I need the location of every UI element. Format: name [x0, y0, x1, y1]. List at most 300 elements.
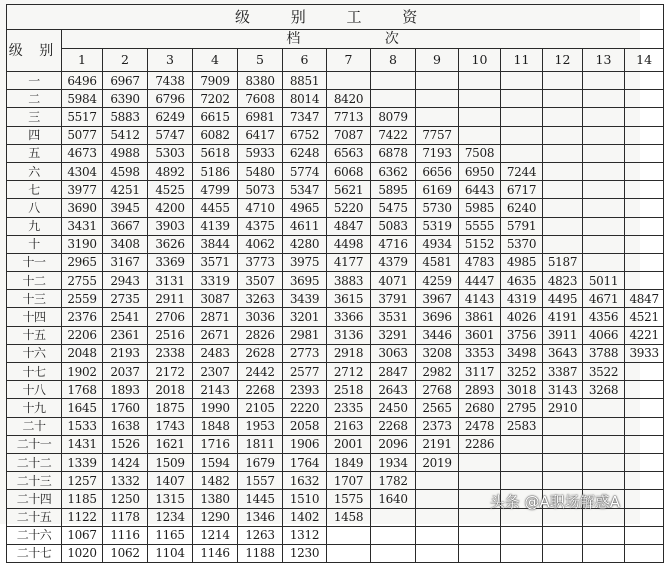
- wage-cell: 2307: [193, 363, 238, 381]
- wage-cell: 6249: [148, 108, 193, 126]
- level-label: 十一: [7, 253, 62, 271]
- empty-cell: [501, 435, 543, 453]
- empty-cell: [543, 235, 583, 253]
- empty-cell: [583, 90, 625, 108]
- empty-cell: [501, 508, 543, 526]
- wage-cell: 5370: [501, 235, 543, 253]
- empty-cell: [327, 72, 371, 90]
- wage-cell: 5303: [148, 144, 193, 162]
- wage-cell: 2541: [103, 308, 148, 326]
- table-row: [7, 435, 664, 453]
- wage-cell: 2268: [238, 381, 283, 399]
- wage-cell: 1875: [148, 399, 193, 417]
- wage-cell: 6496: [62, 72, 103, 90]
- table-title: 级 别 工 资: [7, 5, 664, 30]
- wage-cell: 1645: [62, 399, 103, 417]
- empty-cell: [459, 472, 501, 490]
- grade-number-header: 9: [416, 49, 459, 72]
- wage-cell: 4177: [327, 253, 371, 271]
- wage-cell: 3861: [459, 308, 501, 326]
- wage-cell: 2450: [371, 399, 416, 417]
- empty-cell: [625, 435, 664, 453]
- wage-cell: 1165: [148, 526, 193, 544]
- wage-cell: 6981: [238, 108, 283, 126]
- empty-cell: [543, 144, 583, 162]
- wage-cell: 1679: [238, 453, 283, 471]
- wage-cell: 4525: [148, 181, 193, 199]
- empty-cell: [543, 126, 583, 144]
- level-label: 六: [7, 162, 62, 180]
- wage-cell: 4611: [283, 217, 327, 235]
- wage-cell: 2643: [371, 381, 416, 399]
- wage-cell: 5618: [193, 144, 238, 162]
- empty-cell: [543, 508, 583, 526]
- level-label: 二十七: [7, 544, 62, 562]
- empty-cell: [501, 453, 543, 471]
- wage-cell: 5412: [103, 126, 148, 144]
- wage-cell: 3933: [625, 344, 664, 362]
- wage-cell: 4071: [371, 272, 416, 290]
- grade-number-header: 2: [103, 49, 148, 72]
- wage-cell: 3263: [238, 290, 283, 308]
- wage-cell: 3498: [501, 344, 543, 362]
- level-label: 二十四: [7, 490, 62, 508]
- empty-cell: [625, 253, 664, 271]
- wage-cell: 1431: [62, 435, 103, 453]
- empty-cell: [583, 453, 625, 471]
- wage-cell: 1990: [193, 399, 238, 417]
- wage-cell: 3087: [193, 290, 238, 308]
- wage-cell: 3291: [371, 326, 416, 344]
- level-label: 七: [7, 181, 62, 199]
- wage-cell: 3696: [416, 308, 459, 326]
- wage-cell: 6169: [416, 181, 459, 199]
- wage-cell: 1575: [327, 490, 371, 508]
- table-row: [7, 490, 664, 508]
- wage-cell: 7193: [416, 144, 459, 162]
- wage-cell: 3369: [148, 253, 193, 271]
- wage-cell: 1594: [193, 453, 238, 471]
- empty-cell: [459, 526, 501, 544]
- table-row: [7, 162, 664, 180]
- empty-cell: [583, 235, 625, 253]
- wage-cell: 2143: [193, 381, 238, 399]
- level-label: 二十六: [7, 526, 62, 544]
- wage-cell: 4934: [416, 235, 459, 253]
- wage-cell: 3844: [193, 235, 238, 253]
- wage-cell: 4495: [543, 290, 583, 308]
- wage-cell: 2706: [148, 308, 193, 326]
- wage-cell: 3911: [543, 326, 583, 344]
- empty-cell: [543, 162, 583, 180]
- wage-cell: 1848: [193, 417, 238, 435]
- wage-cell: 8420: [327, 90, 371, 108]
- wage-cell: 2773: [283, 344, 327, 362]
- table-row: [7, 144, 664, 162]
- wage-cell: 3036: [238, 308, 283, 326]
- wage-cell: 1458: [327, 508, 371, 526]
- wage-cell: 5895: [371, 181, 416, 199]
- wage-cell: 1067: [62, 526, 103, 544]
- empty-cell: [625, 490, 664, 508]
- wage-cell: 6656: [416, 162, 459, 180]
- empty-cell: [625, 108, 664, 126]
- wage-cell: 5186: [193, 162, 238, 180]
- empty-cell: [459, 126, 501, 144]
- wage-cell: 3667: [103, 217, 148, 235]
- wage-cell: 4379: [371, 253, 416, 271]
- empty-cell: [543, 490, 583, 508]
- wage-cell: 3601: [459, 326, 501, 344]
- grade-number-header: 8: [371, 49, 416, 72]
- table-row: [7, 126, 664, 144]
- wage-cell: 2910: [543, 399, 583, 417]
- watermark: 头条 @A职场解惑A: [489, 493, 620, 511]
- empty-cell: [416, 508, 459, 526]
- wage-cell: 1533: [62, 417, 103, 435]
- wage-cell: 5347: [283, 181, 327, 199]
- wage-cell: 1146: [193, 544, 238, 562]
- empty-cell: [501, 526, 543, 544]
- empty-cell: [543, 217, 583, 235]
- wage-cell: 4673: [62, 144, 103, 162]
- wage-cell: 6082: [193, 126, 238, 144]
- wage-cell: 3439: [283, 290, 327, 308]
- wage-cell: 3945: [103, 199, 148, 217]
- table-row: [7, 526, 664, 544]
- empty-cell: [625, 217, 664, 235]
- wage-cell: 6248: [283, 144, 327, 162]
- wage-cell: 5517: [62, 108, 103, 126]
- empty-cell: [625, 199, 664, 217]
- level-label: 十五: [7, 326, 62, 344]
- wage-cell: 2361: [103, 326, 148, 344]
- wage-cell: 3977: [62, 181, 103, 199]
- grade-number-header: 1: [62, 49, 103, 72]
- empty-cell: [543, 544, 583, 562]
- wage-cell: 3690: [62, 199, 103, 217]
- empty-cell: [583, 490, 625, 508]
- wage-cell: 5747: [148, 126, 193, 144]
- wage-cell: 1811: [238, 435, 283, 453]
- wage-cell: 1510: [283, 490, 327, 508]
- wage-cell: 3773: [238, 253, 283, 271]
- empty-cell: [416, 544, 459, 562]
- wage-cell: 4066: [583, 326, 625, 344]
- wage-cell: 2559: [62, 290, 103, 308]
- wage-cell: 1185: [62, 490, 103, 508]
- empty-cell: [459, 72, 501, 90]
- table-row: [7, 272, 664, 290]
- level-label: 十: [7, 235, 62, 253]
- wage-cell: 2172: [148, 363, 193, 381]
- wage-cell: 1906: [283, 435, 327, 453]
- wage-cell: 2577: [283, 363, 327, 381]
- wage-cell: 4319: [501, 290, 543, 308]
- wage-cell: 4304: [62, 162, 103, 180]
- level-label: 二十一: [7, 435, 62, 453]
- empty-cell: [459, 90, 501, 108]
- wage-cell: 1445: [238, 490, 283, 508]
- wage-cell: 5083: [371, 217, 416, 235]
- empty-cell: [583, 162, 625, 180]
- table-row: [7, 253, 664, 271]
- wage-cell: 7202: [193, 90, 238, 108]
- empty-cell: [583, 126, 625, 144]
- empty-cell: [625, 453, 664, 471]
- wage-cell: 6878: [371, 144, 416, 162]
- empty-cell: [327, 544, 371, 562]
- wage-cell: 2583: [501, 417, 543, 435]
- wage-cell: 5621: [327, 181, 371, 199]
- level-label: 八: [7, 199, 62, 217]
- grade-number-header: 6: [283, 49, 327, 72]
- wage-cell: 2478: [459, 417, 501, 435]
- empty-cell: [501, 108, 543, 126]
- wage-cell: 2795: [501, 399, 543, 417]
- wage-cell: 7087: [327, 126, 371, 144]
- wage-cell: 1062: [103, 544, 148, 562]
- wage-cell: 1953: [238, 417, 283, 435]
- grade-number-header: 10: [459, 49, 501, 72]
- wage-cell: 1234: [148, 508, 193, 526]
- empty-cell: [543, 526, 583, 544]
- wage-cell: 6417: [238, 126, 283, 144]
- wage-cell: 3319: [193, 272, 238, 290]
- table-row: [7, 472, 664, 490]
- wage-cell: 2018: [148, 381, 193, 399]
- wage-cell: 7347: [283, 108, 327, 126]
- wage-cell: 1116: [103, 526, 148, 544]
- wage-cell: 3063: [371, 344, 416, 362]
- wage-cell: 4598: [103, 162, 148, 180]
- wage-cell: 2671: [193, 326, 238, 344]
- wage-cell: 4799: [193, 181, 238, 199]
- table-row: [7, 453, 664, 471]
- wage-cell: 3366: [327, 308, 371, 326]
- wage-cell: 6390: [103, 90, 148, 108]
- wage-cell: 2516: [148, 326, 193, 344]
- wage-table: [6, 4, 664, 563]
- empty-cell: [501, 472, 543, 490]
- grade-number-header: 4: [193, 49, 238, 72]
- empty-cell: [583, 417, 625, 435]
- empty-cell: [371, 526, 416, 544]
- wage-cell: 1782: [371, 472, 416, 490]
- wage-cell: 4783: [459, 253, 501, 271]
- wage-cell: 4710: [238, 199, 283, 217]
- wage-cell: 5985: [459, 199, 501, 217]
- wage-cell: 4498: [327, 235, 371, 253]
- wage-cell: 7909: [193, 72, 238, 90]
- wage-cell: 2335: [327, 399, 371, 417]
- wage-cell: 2373: [416, 417, 459, 435]
- wage-cell: 2048: [62, 344, 103, 362]
- wage-cell: 1893: [103, 381, 148, 399]
- grade-number-header: 11: [501, 49, 543, 72]
- wage-cell: 7508: [459, 144, 501, 162]
- wage-cell: 7608: [238, 90, 283, 108]
- wage-cell: 1509: [148, 453, 193, 471]
- wage-cell: 2220: [283, 399, 327, 417]
- wage-cell: 1760: [103, 399, 148, 417]
- wage-cell: 4892: [148, 162, 193, 180]
- wage-cell: 2393: [283, 381, 327, 399]
- wage-cell: 2001: [327, 435, 371, 453]
- grade-number-header: 13: [583, 49, 625, 72]
- wage-cell: 2193: [103, 344, 148, 362]
- wage-cell: 4062: [238, 235, 283, 253]
- wage-cell: 2893: [459, 381, 501, 399]
- wage-cell: 4455: [193, 199, 238, 217]
- wage-cell: 1214: [193, 526, 238, 544]
- wage-cell: 2163: [327, 417, 371, 435]
- wage-cell: 4200: [148, 199, 193, 217]
- wage-cell: 3975: [283, 253, 327, 271]
- empty-cell: [583, 217, 625, 235]
- wage-cell: 4251: [103, 181, 148, 199]
- wage-cell: 2338: [148, 344, 193, 362]
- empty-cell: [625, 90, 664, 108]
- wage-cell: 2768: [416, 381, 459, 399]
- wage-cell: 6240: [501, 199, 543, 217]
- table-row: [7, 235, 664, 253]
- wage-cell: 6443: [459, 181, 501, 199]
- wage-cell: 1263: [238, 526, 283, 544]
- wage-cell: 1768: [62, 381, 103, 399]
- level-label: 二十: [7, 417, 62, 435]
- wage-cell: 3626: [148, 235, 193, 253]
- wage-cell: 3615: [327, 290, 371, 308]
- wage-cell: 3522: [583, 363, 625, 381]
- wage-cell: 1424: [103, 453, 148, 471]
- wage-cell: 3507: [238, 272, 283, 290]
- wage-cell: 6615: [193, 108, 238, 126]
- grade-group-header: 档 次: [62, 30, 664, 49]
- wage-cell: 3018: [501, 381, 543, 399]
- table-row: [7, 199, 664, 217]
- wage-cell: 4985: [501, 253, 543, 271]
- level-label: 九: [7, 217, 62, 235]
- empty-cell: [625, 508, 664, 526]
- wage-cell: 4259: [416, 272, 459, 290]
- wage-cell: 1707: [327, 472, 371, 490]
- wage-cell: 1380: [193, 490, 238, 508]
- empty-cell: [501, 72, 543, 90]
- wage-cell: 4143: [459, 290, 501, 308]
- wage-cell: 3143: [543, 381, 583, 399]
- wage-cell: 7713: [327, 108, 371, 126]
- empty-cell: [583, 181, 625, 199]
- wage-cell: 2105: [238, 399, 283, 417]
- wage-cell: 3201: [283, 308, 327, 326]
- wage-cell: 3695: [283, 272, 327, 290]
- empty-cell: [416, 490, 459, 508]
- wage-cell: 2268: [371, 417, 416, 435]
- wage-cell: 4635: [501, 272, 543, 290]
- level-label: 十九: [7, 399, 62, 417]
- wage-cell: 5555: [459, 217, 501, 235]
- wage-cell: 2735: [103, 290, 148, 308]
- wage-cell: 1332: [103, 472, 148, 490]
- wage-cell: 5077: [62, 126, 103, 144]
- empty-cell: [371, 544, 416, 562]
- wage-cell: 3268: [583, 381, 625, 399]
- grade-number-header: 3: [148, 49, 193, 72]
- level-label: 十二: [7, 272, 62, 290]
- wage-cell: 3756: [501, 326, 543, 344]
- empty-cell: [501, 490, 543, 508]
- wage-cell: 3883: [327, 272, 371, 290]
- wage-cell: 4447: [459, 272, 501, 290]
- wage-cell: 2982: [416, 363, 459, 381]
- wage-cell: 6717: [501, 181, 543, 199]
- wage-cell: 5475: [371, 199, 416, 217]
- wage-cell: 1402: [283, 508, 327, 526]
- empty-cell: [416, 526, 459, 544]
- wage-cell: 4581: [416, 253, 459, 271]
- wage-cell: 2918: [327, 344, 371, 362]
- wage-cell: 1638: [103, 417, 148, 435]
- wage-cell: 2191: [416, 435, 459, 453]
- empty-cell: [583, 472, 625, 490]
- wage-cell: 3131: [148, 272, 193, 290]
- wage-cell: 3117: [459, 363, 501, 381]
- wage-cell: 5933: [238, 144, 283, 162]
- wage-cell: 2847: [371, 363, 416, 381]
- wage-cell: 1290: [193, 508, 238, 526]
- wage-cell: 4026: [501, 308, 543, 326]
- wage-cell: 1104: [148, 544, 193, 562]
- wage-cell: 6796: [148, 90, 193, 108]
- wage-cell: 3446: [416, 326, 459, 344]
- wage-cell: 3353: [459, 344, 501, 362]
- empty-cell: [583, 435, 625, 453]
- level-label: 三: [7, 108, 62, 126]
- wage-cell: 4375: [238, 217, 283, 235]
- wage-cell: 2755: [62, 272, 103, 290]
- wage-cell: 1934: [371, 453, 416, 471]
- table-row: [7, 290, 664, 308]
- empty-cell: [583, 399, 625, 417]
- empty-cell: [625, 544, 664, 562]
- wage-cell: 1764: [283, 453, 327, 471]
- empty-cell: [416, 108, 459, 126]
- wage-cell: 2712: [327, 363, 371, 381]
- grade-number-header: 5: [238, 49, 283, 72]
- wage-cell: 3387: [543, 363, 583, 381]
- empty-cell: [371, 508, 416, 526]
- wage-cell: 6950: [459, 162, 501, 180]
- wage-cell: 3571: [193, 253, 238, 271]
- wage-cell: 5152: [459, 235, 501, 253]
- wage-cell: 2981: [283, 326, 327, 344]
- empty-cell: [459, 490, 501, 508]
- wage-cell: 1526: [103, 435, 148, 453]
- empty-cell: [416, 90, 459, 108]
- wage-cell: 2826: [238, 326, 283, 344]
- empty-cell: [583, 72, 625, 90]
- wage-cell: 1178: [103, 508, 148, 526]
- table-row: [7, 326, 664, 344]
- table-row: [7, 399, 664, 417]
- wage-cell: 1632: [283, 472, 327, 490]
- wage-cell: 2943: [103, 272, 148, 290]
- wage-cell: 5319: [416, 217, 459, 235]
- wage-cell: 3643: [543, 344, 583, 362]
- table-row: [7, 72, 664, 90]
- wage-cell: 3431: [62, 217, 103, 235]
